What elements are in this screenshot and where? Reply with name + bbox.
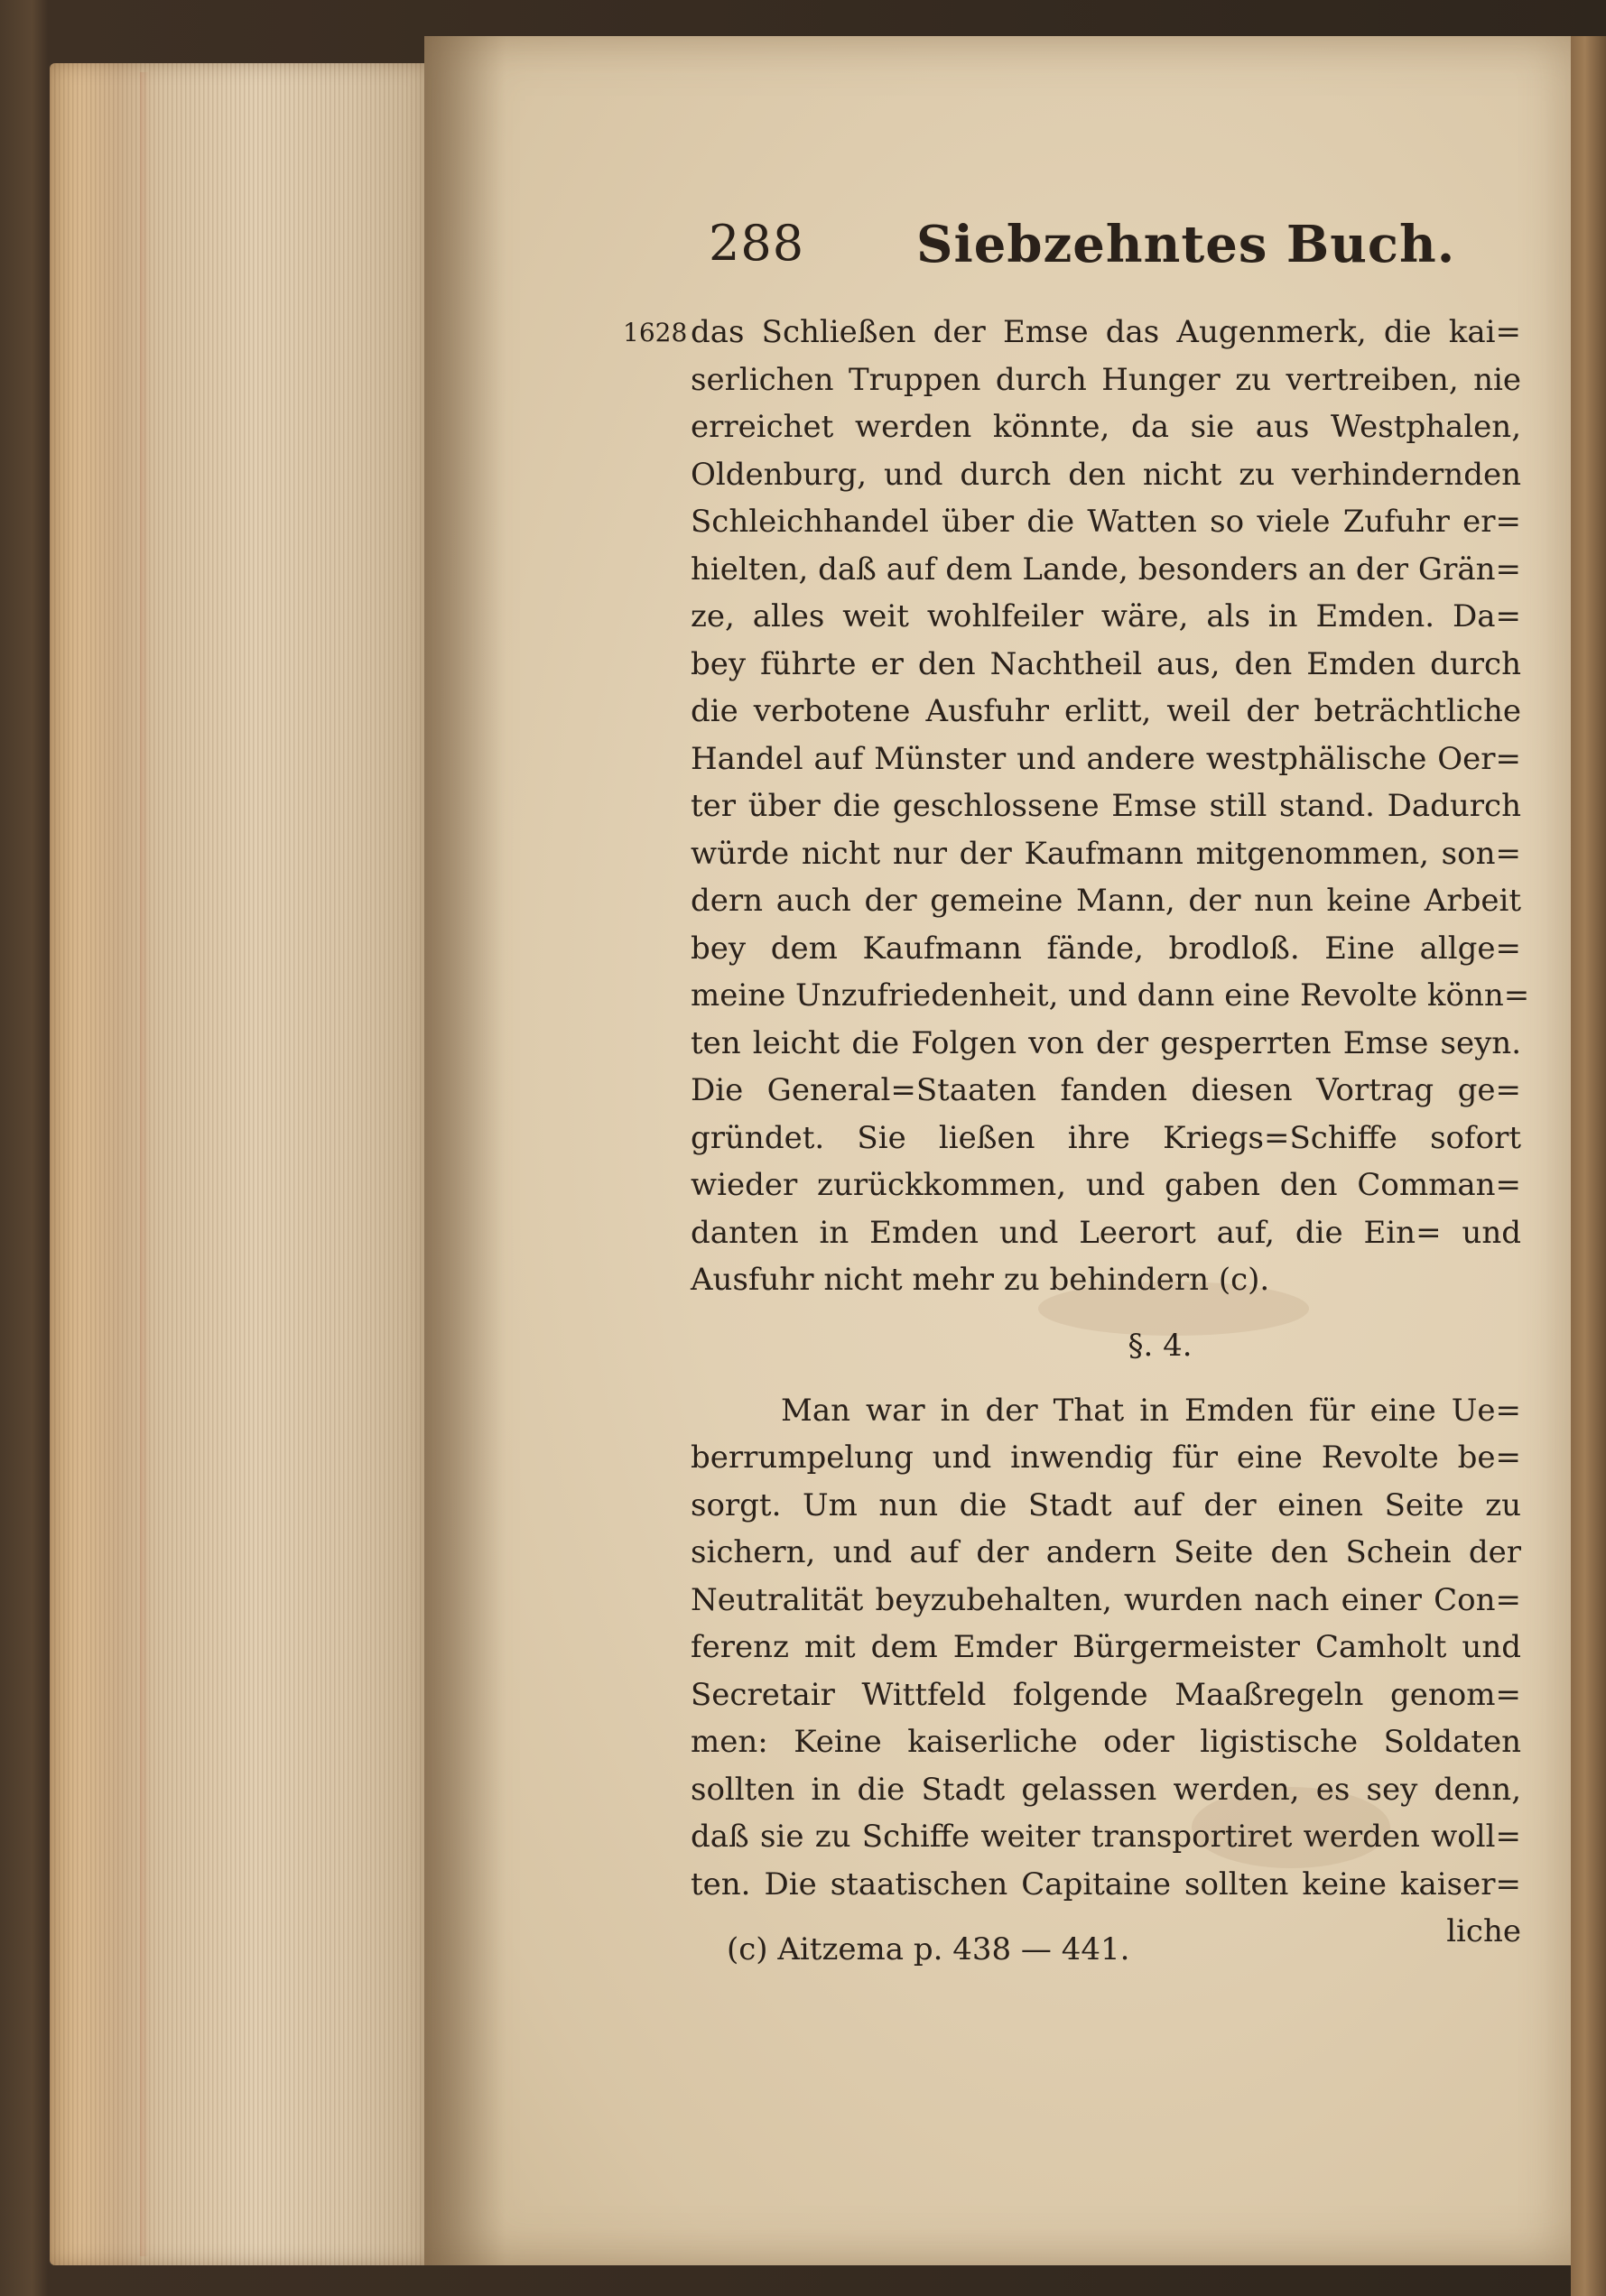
text-line: bey dem Kaufmann fände, brodloß. Eine allge= <box>691 930 1521 967</box>
text-line: ten. Die staatischen Capitaine sollten keine kaiser= <box>691 1866 1521 1903</box>
catchword: liche <box>1446 1913 1521 1949</box>
text-line: Die General=Staaten fanden diesen Vortrag ge= <box>691 1072 1521 1108</box>
text-line: hielten, daß auf dem Lande, besonders an der Grän= <box>691 551 1521 588</box>
text-line: ze, alles weit wohlfeiler wäre, als in Emden. Da= <box>691 598 1521 634</box>
text-line: Oldenburg, und durch den nicht zu verhindernden <box>691 456 1521 493</box>
text-line: meine Unzufriedenheit, und dann eine Revolte könn= <box>691 977 1530 1014</box>
text-line: Schleichhandel über die Watten so viele Zufuhr er= <box>691 504 1521 540</box>
paragraph-2 <box>691 1387 1521 1909</box>
text-block <box>691 215 1530 1955</box>
text-line: würde nicht nur der Kaufmann mitgenommen, son= <box>691 835 1521 872</box>
text-line: das Schließen der Emse das Augenmerk, die kai= <box>691 314 1521 350</box>
text-line: bey führte er den Nachtheil aus, den Emden durch <box>691 645 1521 682</box>
text-line: daß sie zu Schiffe weiter transportiret werden woll= <box>691 1819 1521 1855</box>
text-line: serlichen Truppen durch Hunger zu vertreiben, nie <box>691 361 1521 398</box>
running-head: Siebzehntes Buch. <box>916 215 1456 274</box>
text-line: berrumpelung und inwendig für eine Revolte be= <box>691 1440 1521 1476</box>
text-line: ten leicht die Folgen von der gesperrten Emse seyn. <box>691 1024 1521 1061</box>
text-line: die verbotene Ausfuhr erlitt, weil der beträchtliche <box>691 693 1521 729</box>
page-number: 288 <box>709 215 805 272</box>
text-line: Neutralität beyzubehalten, wurden nach einer Con= <box>691 1581 1521 1618</box>
text-line: dern auch der gemeine Mann, der nun keine Arbeit <box>691 883 1521 919</box>
footnote: (c) Aitzema p. 438 — 441. <box>727 1931 1130 1967</box>
facing-page-edge <box>1571 36 1606 2296</box>
paragraph-1 <box>691 309 1530 1304</box>
text-line: erreichet werden könnte, da sie aus Westphalen, <box>691 409 1521 445</box>
text-line: Secretair Wittfeld folgende Maaßregeln genom= <box>691 1676 1521 1713</box>
text-line: sorgt. Um nun die Stadt auf der einen Seite zu <box>691 1486 1521 1523</box>
text-line: danten in Emden und Leerort auf, die Ein= und <box>691 1214 1521 1251</box>
section-heading: §. 4. <box>1128 1327 1193 1364</box>
text-line: Man war in der That in Emden für eine Ue= <box>781 1392 1521 1429</box>
page-header <box>691 215 1521 287</box>
text-line: wieder zurückkommen, und gaben den Comman= <box>691 1167 1521 1203</box>
text-line: sichern, und auf der andern Seite den Schein der <box>691 1534 1521 1570</box>
text-line: gründet. Sie ließen ihre Kriegs=Schiffe sofort <box>691 1119 1521 1156</box>
text-line: Ausfuhr nicht mehr zu behindern (c). <box>691 1262 1270 1298</box>
text-line: sollten in die Stadt gelassen werden, es sey denn, <box>691 1771 1521 1808</box>
book-page-edges <box>50 63 429 2265</box>
text-line: men: Keine kaiserliche oder ligistische Soldaten <box>691 1724 1521 1760</box>
text-line: ter über die geschlossene Emse still stand. Dadurch <box>691 788 1521 824</box>
text-line: Handel auf Münster und andere westphälische Oer= <box>691 740 1521 777</box>
text-line: ferenz mit dem Emder Bürgermeister Camholt und <box>691 1629 1521 1665</box>
margin-year-note: 1628 <box>623 318 688 347</box>
